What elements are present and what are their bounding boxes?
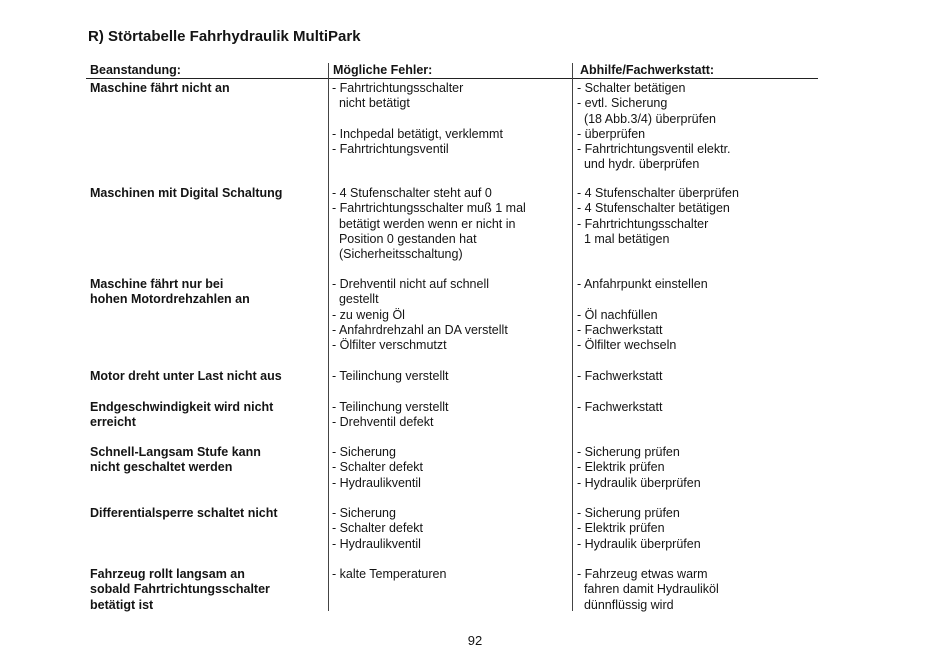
remedy-line: - Elektrik prüfen [577, 521, 665, 536]
remedy-line: - Fahrzeug etwas warm [577, 567, 708, 581]
remedy-line: - Schalter betätigen [577, 81, 686, 95]
causes-line: gestellt [332, 292, 379, 307]
remedy-line: (18 Abb.3/4) überprüfen [577, 111, 716, 126]
complaint-line: erreicht [90, 415, 136, 430]
remedy-line: - Sicherung prüfen [577, 445, 680, 459]
header-remedy: Abhilfe/Fachwerkstatt: [580, 63, 715, 77]
causes-line: nicht betätigt [332, 96, 410, 111]
causes-cell [332, 567, 572, 582]
causes-line: - Drehventil nicht auf schnell [332, 277, 490, 291]
remedy-line: - Hydraulik überprüfen [577, 475, 701, 490]
remedy-line: dünnflüssig wird [577, 597, 674, 612]
column-divider-2 [572, 63, 573, 611]
causes-line: - Teilinchung verstellt [332, 369, 449, 383]
causes-line: - Teilinchung verstellt [332, 400, 449, 414]
header-causes: Mögliche Fehler: [333, 63, 433, 77]
remedy-line: - Hydraulik überprüfen [577, 536, 701, 551]
remedy-line: - Öl nachfüllen [577, 307, 658, 322]
complaint-cell [90, 400, 320, 431]
remedy-cell [577, 506, 817, 552]
complaint-line: nicht geschaltet werden [90, 460, 233, 475]
causes-line: - Fahrtrichtungsschalter muß 1 mal [332, 201, 526, 216]
causes-line: - Anfahrdrehzahl an DA verstellt [332, 322, 508, 337]
complaint-line: Maschinen mit Digital Schaltung [90, 186, 283, 200]
remedy-line: - Fahrtrichtungsschalter [577, 216, 709, 231]
remedy-line: - Fahrtrichtungsventil elektr. [577, 142, 731, 157]
causes-line: - Sicherung [332, 445, 396, 459]
causes-line: Position 0 gestanden hat [332, 231, 477, 246]
column-divider-1 [328, 63, 329, 611]
remedy-line: - 4 Stufenschalter überprüfen [577, 186, 739, 200]
remedy-cell [577, 369, 817, 384]
remedy-line: - Fachwerkstatt [577, 400, 663, 414]
causes-line: - Hydraulikventil [332, 475, 421, 490]
causes-line: - Drehventil defekt [332, 415, 434, 430]
causes-line: (Sicherheitsschaltung) [332, 247, 463, 262]
causes-cell [332, 81, 572, 157]
complaint-line: Endgeschwindigkeit wird nicht [90, 400, 274, 414]
complaint-line: Fahrzeug rollt langsam an [90, 567, 245, 581]
complaint-cell [90, 186, 320, 201]
remedy-line: - evtl. Sicherung [577, 96, 668, 111]
complaint-cell [90, 277, 320, 308]
complaint-line: Motor dreht unter Last nicht aus [90, 369, 282, 383]
complaint-line: Maschine fährt nicht an [90, 81, 230, 95]
causes-line: - zu wenig Öl [332, 307, 405, 322]
remedy-cell [577, 186, 817, 247]
complaint-line: sobald Fahrtrichtungsschalter [90, 582, 270, 597]
complaint-cell [90, 445, 320, 476]
complaint-line: Differentialsperre schaltet nicht [90, 506, 278, 520]
causes-cell [332, 277, 572, 353]
remedy-line: - Fachwerkstatt [577, 322, 663, 337]
remedy-line: - überprüfen [577, 126, 646, 141]
causes-line: - Schalter defekt [332, 460, 424, 475]
complaint-cell [90, 567, 320, 613]
causes-line: - Fahrtrichtungsschalter [332, 81, 464, 95]
remedy-line: - Anfahrpunkt einstellen [577, 277, 708, 291]
causes-line: - Schalter defekt [332, 521, 424, 536]
complaint-line: betätigt ist [90, 597, 154, 612]
causes-line: - 4 Stufenschalter steht auf 0 [332, 186, 492, 200]
remedy-line: - Sicherung prüfen [577, 506, 680, 520]
causes-cell [332, 369, 572, 384]
causes-cell [332, 186, 572, 262]
remedy-cell [577, 445, 817, 491]
causes-line: - Hydraulikventil [332, 536, 421, 551]
page-title: R) Störtabelle Fahrhydraulik MultiPark [88, 28, 361, 45]
complaint-cell [90, 369, 320, 384]
remedy-line: - Ölfilter wechseln [577, 338, 677, 353]
causes-line [332, 112, 572, 127]
causes-line: - Sicherung [332, 506, 396, 520]
causes-line: betätigt werden wenn er nicht in [332, 216, 516, 231]
causes-line: - Inchpedal betätigt, verklemmt [332, 126, 503, 141]
remedy-cell [577, 277, 817, 353]
causes-cell [332, 445, 572, 491]
remedy-line: fahren damit Hydrauliköl [577, 582, 719, 597]
remedy-line: - Elektrik prüfen [577, 460, 665, 475]
remedy-line: - 4 Stufenschalter betätigen [577, 201, 730, 216]
complaint-line: hohen Motordrehzahlen an [90, 292, 250, 307]
causes-cell [332, 506, 572, 552]
remedy-line [577, 292, 817, 307]
complaint-cell [90, 506, 320, 521]
remedy-cell [577, 400, 817, 415]
causes-line: - Ölfilter verschmutzt [332, 338, 447, 353]
complaint-line: Schnell-Langsam Stufe kann [90, 445, 261, 459]
complaint-line: Maschine fährt nur bei [90, 277, 224, 291]
remedy-line: - Fachwerkstatt [577, 369, 663, 383]
page-number: 92 [467, 633, 483, 648]
remedy-cell [577, 567, 817, 613]
header-complaint: Beanstandung: [90, 63, 181, 77]
header-rule [86, 78, 818, 79]
remedy-line: und hydr. überprüfen [577, 157, 700, 172]
remedy-line: 1 mal betätigen [577, 231, 670, 246]
remedy-cell [577, 81, 817, 173]
causes-cell [332, 400, 572, 431]
causes-line: - kalte Temperaturen [332, 567, 447, 581]
complaint-cell [90, 81, 320, 96]
causes-line: - Fahrtrichtungsventil [332, 142, 449, 157]
